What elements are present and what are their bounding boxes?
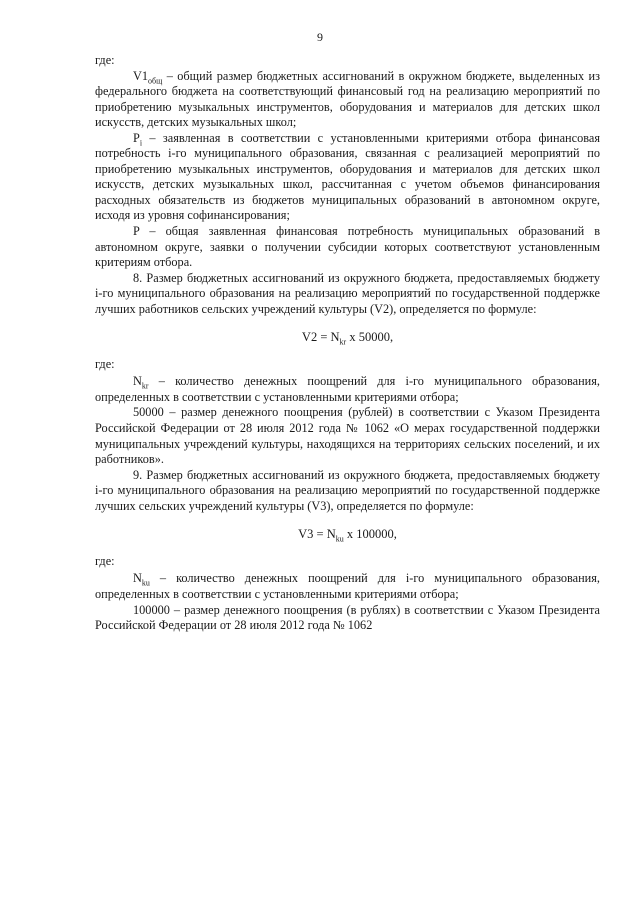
definition-pi-text: – заявленная в соответствии с установленными критериями отбора финансовая потребность i-го муниципального образования, связанная с реализацией мероприятий по приобретению музыкальных инструментов, оборудования и материалов для детских школ искусств, детских музыкальных школ, рассчитанная с учетом объемов финансирования расходных обязательств из бюджетов муниципальных образований в автономном округе, исходя из уровня софинансирования; — [95, 130, 600, 223]
symbol-n-kr-subscript: kr — [141, 381, 149, 391]
symbol-p-subscript: i — [139, 138, 143, 148]
symbol-p: P — [133, 130, 140, 145]
formula-v3-subscript: ku — [335, 534, 344, 544]
definition-50000: 50000 – размер денежного поощрения (рублей) в соответствии с Указом Президента Российской Федерации от 28 июля 2012 года № 1062 «О мерах государственной поддержки муниципальных учреждений культуры, находящихся на территориях сельских поселений, и их работников». — [95, 405, 600, 467]
definition-nkr-text: – количество денежных поощрений для i-го муниципального образования, определенных в соответствии с установленными критериями отбора; — [95, 374, 600, 404]
definition-p-total: P – общая заявленная финансовая потребность муниципальных образований в автономном округе, заявки о получении субсидии которых соответствуют установленным критериям отбора. — [95, 224, 600, 270]
formula-v3-right: x 100000, — [343, 527, 397, 542]
where-label-9: где: — [95, 553, 115, 568]
formula-v2-left: V2 = N — [301, 330, 340, 345]
paragraph-8: 8. Размер бюджетных ассигнований из окружного бюджета, предоставляемых бюджету i-го муниципального образования на реализацию мероприятий по государственной поддержке лучших работников сельских учреждений культуры (V2), определяется по формуле: — [95, 270, 600, 316]
definition-pi — [95, 131, 600, 224]
where-label: где: — [95, 53, 115, 67]
definition-v1-general — [95, 69, 600, 131]
formula-v3 — [95, 527, 600, 543]
definition-nku — [95, 571, 600, 602]
definition-100000: 100000 – размер денежного поощрения (в рублях) в соответствии с Указом Президента Российской Федерации от 28 июля 2012 года № 1062 — [95, 602, 600, 633]
definition-nkr — [95, 374, 600, 405]
definition-v1-text: – общий размер бюджетных ассигнований в окружном бюджете, выделенных из федерального бюджета на соответствующий финансовый год на реализацию мероприятий по приобретению музыкальных инструментов, оборудования и материалов для детских школ искусств, детских музыкальных школ; — [95, 68, 600, 130]
symbol-v1-subscript: общ — [148, 76, 163, 85]
where-label-8: где: — [95, 356, 115, 371]
paragraph-9: 9. Размер бюджетных ассигнований из окружного бюджета, предоставляемых бюджету i-го муниципального образования на реализацию мероприятий по государственной поддержке лучших сельских учреждений культуры (V3), определяется по формуле: — [95, 467, 600, 513]
symbol-n-ku: N — [133, 571, 142, 586]
formula-v2-right: x 50000, — [346, 330, 394, 345]
formula-v2-subscript: kr — [339, 337, 347, 347]
formula-v2 — [95, 330, 600, 346]
symbol-v1: V1 — [133, 68, 149, 83]
formula-v3-left: V3 = N — [298, 527, 336, 542]
definition-nku-text: – количество денежных поощрений для i-го муниципального образования, определенных в соответствии с установленными критериями отбора; — [95, 571, 600, 601]
symbol-n-kr: N — [133, 374, 142, 389]
symbol-n-ku-subscript: ku — [141, 578, 150, 588]
document-body — [95, 53, 600, 634]
page-number: 9 — [317, 30, 323, 44]
